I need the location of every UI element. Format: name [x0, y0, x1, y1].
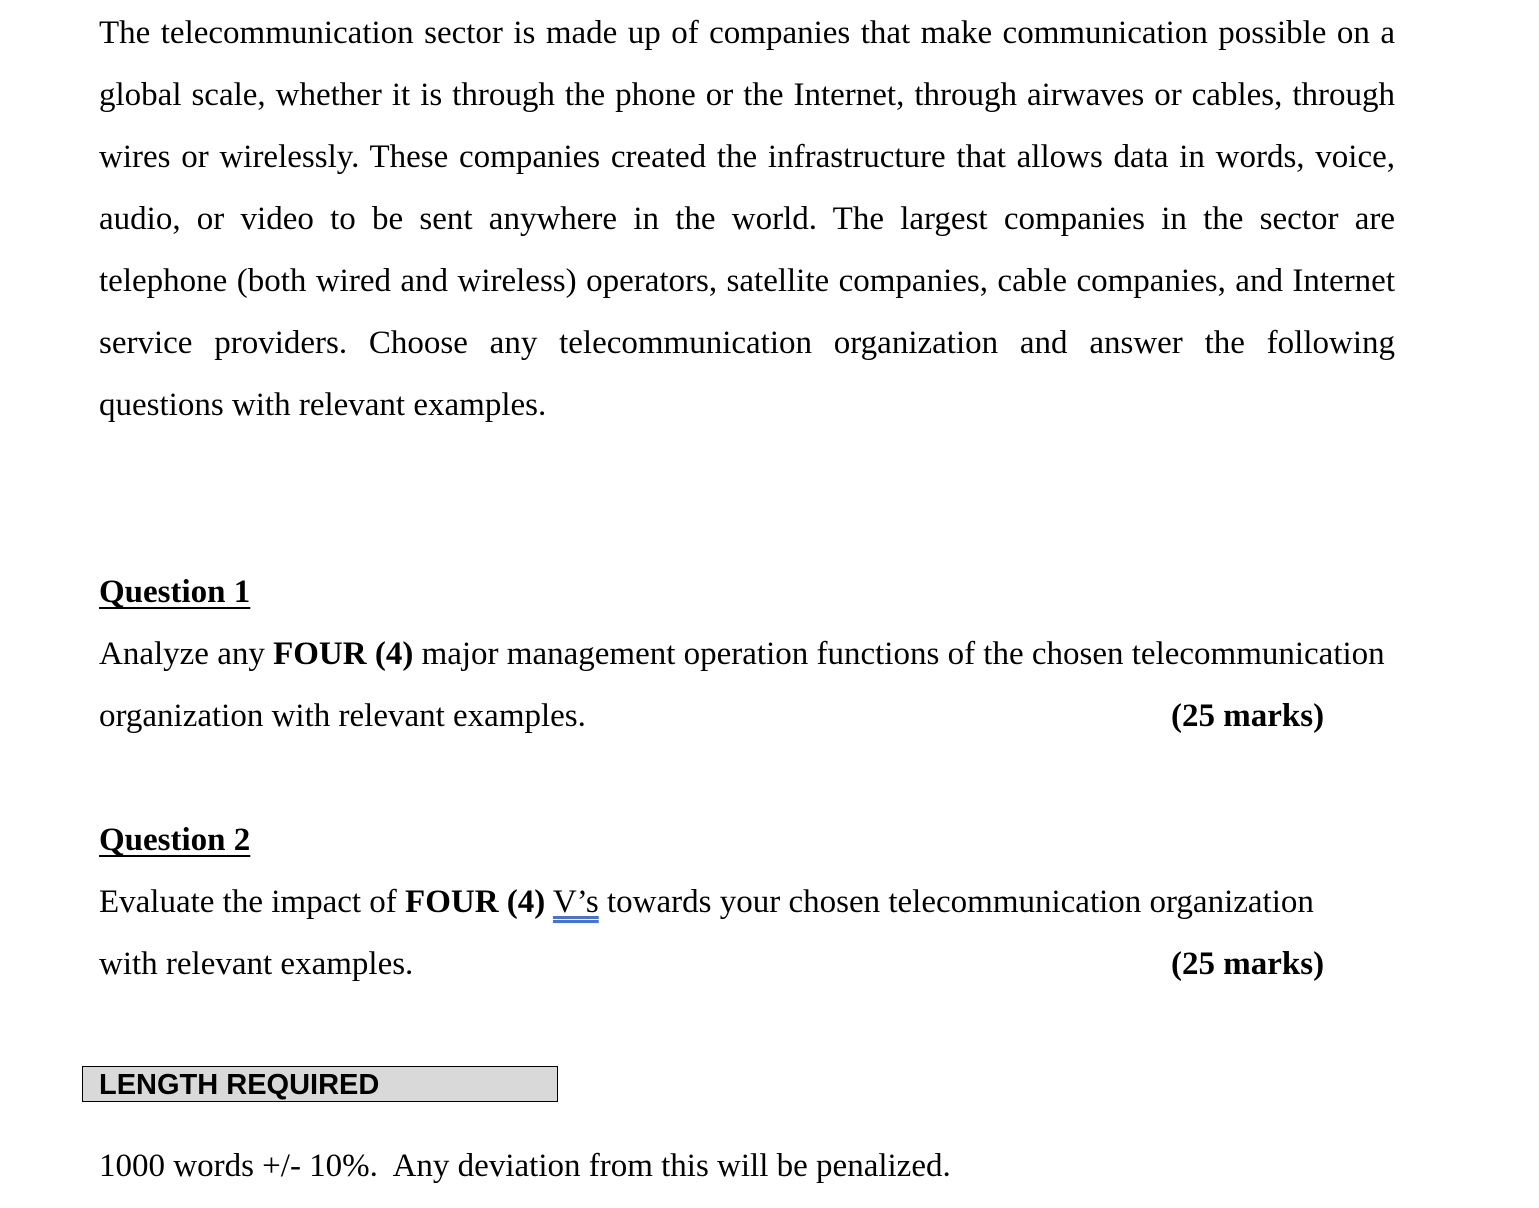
question-2-marks: (25 marks) — [1171, 946, 1325, 982]
length-required-label: LENGTH REQUIRED — [99, 1069, 380, 1101]
question-2-line-2: with relevant examples. — [99, 946, 414, 982]
question-1-suffix: major management operation functions of the chosen telecommunication — [413, 636, 1385, 672]
intro-paragraph: The telecommunication sector is made up of companies that make communication possible on a global scale, whether it is through the phone or the Internet, through airwaves or cables, through wires or wirelessly. These companies created the infrastructure that allows data in words, voice, audio, or video to be sent anywhere in the world. The largest companies in the sector are telephone (both wired and wireless) operators, satellite companies, cable companies, and Internet service providers. Choose any telecommunication organization and answer the following questions with relevant examples. — [99, 15, 1395, 423]
question-2-heading: Question 2 — [99, 822, 251, 858]
question-1-line-1 — [99, 634, 1385, 674]
length-required-box — [82, 1066, 558, 1102]
question-1-marks: (25 marks) — [1171, 698, 1325, 734]
question-1-heading: Question 1 — [99, 574, 251, 610]
question-2-prefix: Evaluate the impact of — [99, 884, 406, 920]
question-1-count: FOUR (4) — [273, 636, 414, 672]
question-2-suffix: towards your chosen telecommunication organization — [598, 884, 1314, 920]
question-2-vs-word: V’s — [552, 884, 599, 920]
question-1-line-2: organization with relevant examples. — [99, 698, 586, 734]
length-requirement-text: 1000 words +/- 10%. Any deviation from this will be penalized. — [99, 1148, 951, 1184]
question-2-line-1 — [99, 882, 1314, 922]
question-1-prefix: Analyze any — [99, 636, 274, 672]
question-2-count: FOUR (4) — [405, 884, 546, 920]
